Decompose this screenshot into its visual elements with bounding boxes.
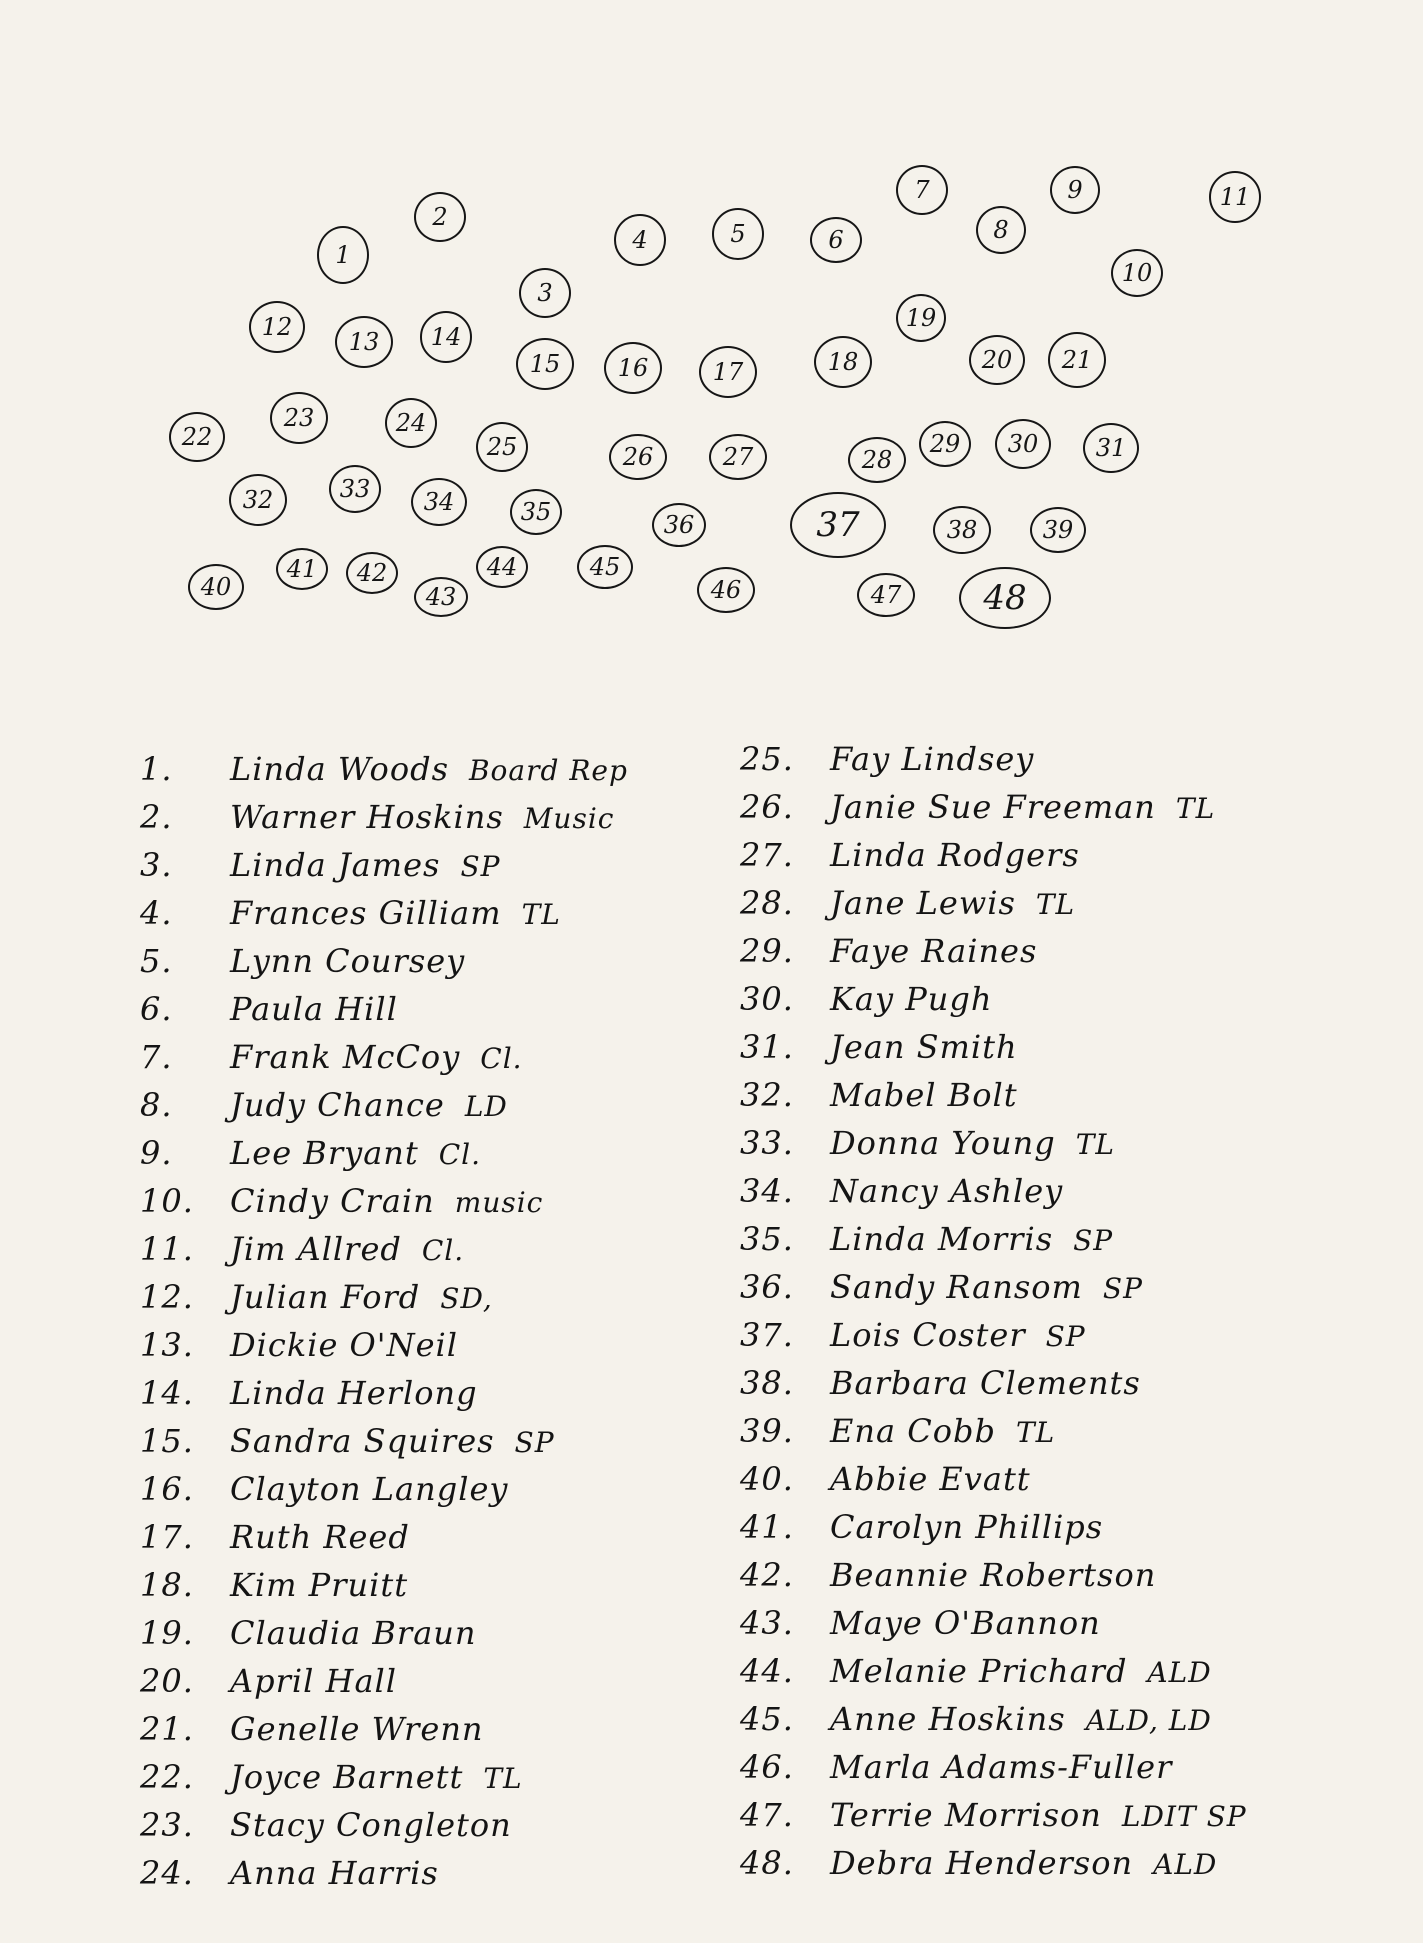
roster-number: 48. [740,1844,794,1882]
roster-role-tag: TL [1035,888,1076,921]
roster-number: 43. [740,1604,794,1642]
roster-number: 34. [740,1172,794,1210]
roster-number: 18. [140,1566,194,1604]
roster-name: Debra Henderson [830,1844,1134,1882]
roster-name: Dickie O'Neil [230,1326,458,1364]
seat-29: 29 [919,421,971,467]
roster-number: 8. [140,1086,173,1124]
seat-32: 32 [229,474,287,526]
roster-role-tag: SD, [440,1282,493,1315]
seat-14: 14 [420,311,472,363]
roster-name: Anne Hoskins [830,1700,1066,1738]
roster-name: Ena Cobb [830,1412,996,1450]
roster-number: 33. [740,1124,794,1162]
roster-name: Melanie Prichard [830,1652,1128,1690]
roster-number: 14. [140,1374,194,1412]
roster-name: Paula Hill [230,990,398,1028]
roster-number: 1. [140,750,173,788]
roster-number: 2. [140,798,173,836]
seat-15: 15 [516,338,574,390]
roster-role-tag: Music [523,802,615,835]
roster-role-tag: TL [521,898,561,931]
roster-number: 10. [140,1182,194,1220]
roster-entry [740,1220,1113,1258]
roster-name: Cindy Crain [230,1182,435,1220]
roster-entry [140,942,465,980]
roster-number: 31. [740,1028,794,1066]
roster-entry [140,990,398,1028]
roster-entry [140,1374,478,1412]
seat-46: 46 [697,567,755,613]
roster-entry [140,1182,543,1220]
roster-number: 36. [740,1268,794,1306]
roster-role-tag: SP [1073,1224,1114,1257]
seat-17: 17 [699,346,757,398]
roster-role-tag: Cl. [480,1042,523,1075]
roster-entry [740,1268,1143,1306]
roster-entry [140,1086,508,1124]
roster-number: 40. [740,1460,794,1498]
seat-26: 26 [609,434,667,480]
roster-entry [140,1518,410,1556]
roster-name: Abbie Evatt [830,1460,1031,1498]
roster-number: 7. [140,1038,173,1076]
roster-entry [140,1806,512,1844]
seat-40: 40 [188,564,244,610]
seat-3: 3 [519,268,571,318]
roster-name: Lee Bryant [230,1134,419,1172]
roster-number: 17. [140,1518,194,1556]
roster-name: Jim Allred [230,1230,402,1268]
roster-name: Frank McCoy [230,1038,461,1076]
roster-entry [740,1508,1103,1546]
roster-name: Donna Young [830,1124,1056,1162]
roster-entry [140,1710,484,1748]
roster-entry [740,1124,1115,1162]
roster-name: Frances Gilliam [230,894,502,932]
roster-number: 12. [140,1278,194,1316]
seat-38: 38 [933,506,991,554]
roster-number: 4. [140,894,173,932]
roster-number: 44. [740,1652,794,1690]
seat-8: 8 [976,206,1026,254]
roster-name: Linda Rodgers [830,836,1080,874]
roster-name: Sandra Squires [230,1422,495,1460]
roster-number: 15. [140,1422,194,1460]
seat-48: 48 [959,567,1051,629]
seat-22: 22 [169,412,225,462]
roster-entry [140,1038,523,1076]
seat-44: 44 [476,546,528,588]
roster-entry [140,1230,464,1268]
roster-name: Genelle Wrenn [230,1710,484,1748]
roster-entry [740,1700,1212,1738]
roster-name: April Hall [230,1662,397,1700]
roster-entry [740,1076,1018,1114]
seat-13: 13 [335,316,393,368]
seat-19: 19 [896,294,946,342]
roster-number: 11. [140,1230,194,1268]
roster-role-tag: ALD, LD [1085,1704,1212,1737]
seat-23: 23 [270,392,328,444]
roster-entry [140,798,614,836]
roster-entry [740,980,992,1018]
roster-role-tag: LD [464,1090,508,1123]
roster-entry [740,1412,1055,1450]
roster-number: 28. [740,884,794,922]
roster-entry [740,788,1215,826]
roster-entry [740,1652,1212,1690]
roster-number: 22. [140,1758,194,1796]
roster-entry [740,740,1034,778]
roster-entry [140,1662,397,1700]
roster-entry [140,1422,555,1460]
roster-number: 46. [740,1748,794,1786]
roster-role-tag: SP [1045,1320,1086,1353]
seat-1: 1 [317,226,369,284]
seat-4: 4 [614,214,666,266]
roster-name: Janie Sue Freeman [830,788,1156,826]
seat-5: 5 [712,208,764,260]
roster-role-tag: SP [1102,1272,1143,1305]
roster-role-tag: ALD [1153,1848,1218,1881]
roster-entry [740,1844,1217,1882]
roster-name: Linda Woods [230,750,449,788]
roster-entry [740,836,1080,874]
roster-name: Sandy Ransom [830,1268,1083,1306]
roster-name: Carolyn Phillips [830,1508,1104,1546]
seat-43: 43 [414,577,468,617]
seat-25: 25 [476,422,528,472]
roster-number: 19. [140,1614,194,1652]
roster-number: 39. [740,1412,794,1450]
roster-name: Fay Lindsey [830,740,1035,778]
roster-number: 24. [140,1854,194,1892]
roster-name: Clayton Langley [230,1470,509,1508]
roster-number: 29. [740,932,794,970]
seat-18: 18 [814,336,872,388]
roster-name: Mabel Bolt [830,1076,1018,1114]
roster-name: Terrie Morrison [830,1796,1102,1834]
seat-41: 41 [276,548,328,590]
seat-21: 21 [1048,332,1106,388]
roster-number: 30. [740,980,794,1018]
roster-entry [740,1796,1247,1834]
roster-entry [740,884,1075,922]
roster-entry [740,1364,1141,1402]
seat-12: 12 [249,301,305,353]
roster-entry [140,894,561,932]
roster-number: 47. [740,1796,794,1834]
roster-name: Judy Chance [230,1086,445,1124]
roster-name: Kim Pruitt [230,1566,409,1604]
roster-number: 41. [740,1508,794,1546]
roster-entry [140,1566,408,1604]
roster-role-tag: TL [1075,1128,1115,1161]
roster-number: 9. [140,1134,173,1172]
seat-2: 2 [414,192,466,242]
roster-number: 3. [140,846,173,884]
roster-name: Warner Hoskins [230,798,504,836]
roster-role-tag: music [454,1186,544,1219]
roster-entry [140,1470,508,1508]
roster-name: Jean Smith [830,1028,1018,1066]
roster-entry [140,1854,439,1892]
roster-name: Beannie Robertson [830,1556,1157,1594]
roster-entry [140,1614,476,1652]
seat-24: 24 [385,398,437,448]
roster-name: Linda Herlong [230,1374,478,1412]
roster-entry [740,1028,1018,1066]
seat-27: 27 [709,434,767,480]
roster-number: 37. [740,1316,794,1354]
roster-name: Jane Lewis [830,884,1016,922]
roster-number: 35. [740,1220,794,1258]
roster-entry [740,932,1037,970]
roster-number: 25. [740,740,794,778]
roster-name: Claudia Braun [230,1614,477,1652]
roster-number: 20. [140,1662,194,1700]
roster-role-tag: ALD [1147,1656,1212,1689]
seat-39: 39 [1030,507,1086,553]
roster-entry [740,1556,1156,1594]
roster-entry [140,846,500,884]
seat-35: 35 [510,489,562,535]
seat-30: 30 [995,419,1051,469]
roster-role-tag: LDIT SP [1121,1800,1247,1833]
roster-number: 42. [740,1556,794,1594]
roster-name: Julian Ford [230,1278,421,1316]
roster-name: Joyce Barnett [230,1758,464,1796]
seat-36: 36 [652,503,706,547]
roster-entry [140,1758,523,1796]
roster-name: Maye O'Bannon [830,1604,1101,1642]
roster-number: 5. [140,942,173,980]
roster-entry [740,1316,1086,1354]
roster-entry [140,750,628,788]
roster-entry [140,1278,493,1316]
roster-number: 38. [740,1364,794,1402]
seat-45: 45 [577,545,633,589]
seat-6: 6 [810,217,862,263]
roster-number: 27. [740,836,794,874]
seat-34: 34 [411,478,467,526]
roster-name: Kay Pugh [830,980,993,1018]
seat-10: 10 [1111,249,1163,297]
roster-name: Anna Harris [230,1854,439,1892]
seat-11: 11 [1209,171,1261,223]
roster-role-tag: Cl. [438,1138,482,1171]
roster-entry [740,1748,1172,1786]
roster-number: 21. [140,1710,194,1748]
seat-47: 47 [857,573,915,617]
roster-entry [140,1134,481,1172]
seat-31: 31 [1083,423,1139,473]
roster-role-tag: TL [483,1762,523,1795]
roster-name: Marla Adams-Fuller [830,1748,1173,1786]
roster-name: Lynn Coursey [230,942,466,980]
roster-entry [740,1460,1031,1498]
seat-28: 28 [848,437,906,483]
roster-entry [140,1326,458,1364]
roster-role-tag: TL [1015,1416,1056,1449]
roster-number: 26. [740,788,794,826]
roster-role-tag: SP [460,850,501,883]
roster-name: Lois Coster [830,1316,1026,1354]
roster-role-tag: SP [514,1426,555,1459]
seat-9: 9 [1050,166,1100,214]
seat-20: 20 [969,335,1025,385]
roster-name: Ruth Reed [230,1518,410,1556]
roster-name: Faye Raines [830,932,1038,970]
seat-16: 16 [604,342,662,394]
seat-42: 42 [346,552,398,594]
seat-37: 37 [790,492,886,558]
roster-number: 13. [140,1326,194,1364]
roster-name: Stacy Congleton [230,1806,512,1844]
roster-name: Linda James [230,846,441,884]
seat-7: 7 [896,165,948,215]
roster-entry [740,1172,1063,1210]
roster-name: Barbara Clements [830,1364,1141,1402]
roster-number: 6. [140,990,173,1028]
roster-role-tag: TL [1175,792,1216,825]
roster-role-tag: Board Rep [468,754,628,787]
roster-name: Nancy Ashley [830,1172,1064,1210]
roster-role-tag: Cl. [421,1234,465,1267]
seat-33: 33 [329,465,381,513]
roster-entry [740,1604,1101,1642]
roster-name: Linda Morris [830,1220,1054,1258]
roster-number: 23. [140,1806,194,1844]
roster-number: 16. [140,1470,194,1508]
roster-number: 32. [740,1076,794,1114]
roster-number: 45. [740,1700,794,1738]
